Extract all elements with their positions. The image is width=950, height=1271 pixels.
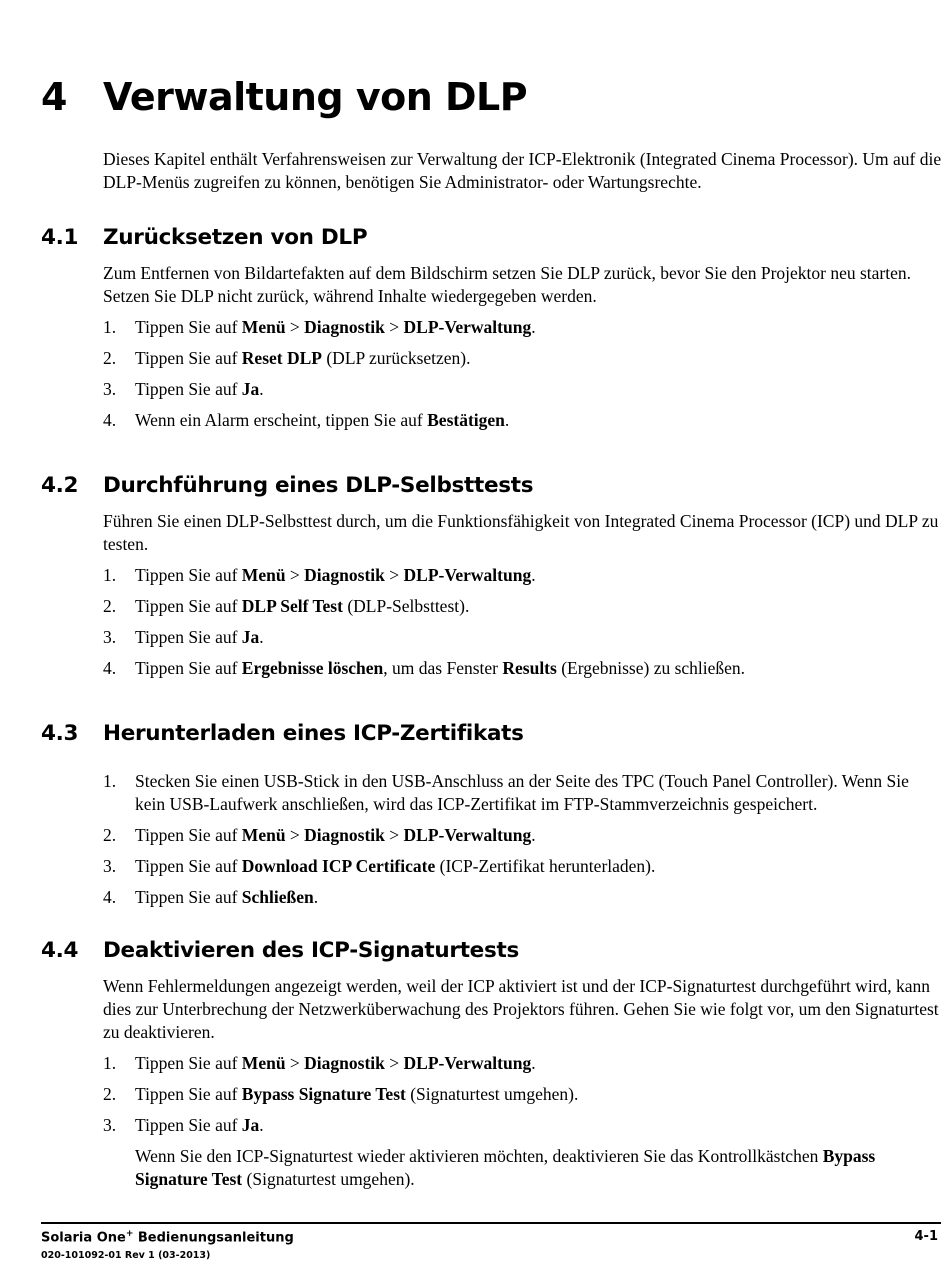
section-4-2 bbox=[41, 470, 941, 688]
text-run: . bbox=[531, 1053, 536, 1073]
bold-text: Diagnostik bbox=[304, 825, 385, 845]
text-run: . bbox=[531, 825, 536, 845]
text-run: Tippen Sie auf bbox=[135, 379, 242, 399]
list-item bbox=[103, 770, 941, 816]
section-paragraph: Führen Sie einen DLP-Selbsttest durch, um die Funktionsfähigkeit von Integrated Cinema Processor (ICP) und DLP zu testen. bbox=[103, 511, 939, 554]
step-number: 3. bbox=[103, 1115, 117, 1135]
page-number: 4-1 bbox=[914, 1229, 938, 1244]
text-run: Tippen Sie auf bbox=[135, 856, 242, 876]
step-number: 3. bbox=[103, 627, 117, 647]
text-run: Tippen Sie auf bbox=[135, 825, 242, 845]
text-run: (Signaturtest umgehen). bbox=[242, 1169, 415, 1189]
bold-text: Diagnostik bbox=[304, 317, 385, 337]
bold-text: DLP-Verwaltung bbox=[403, 1053, 532, 1073]
step-number: 3. bbox=[103, 379, 117, 399]
step-text bbox=[135, 1083, 941, 1106]
bold-text: Results bbox=[502, 658, 557, 678]
step-number: 1. bbox=[103, 317, 117, 337]
text-run: > bbox=[384, 565, 404, 585]
section-title: Herunterladen eines ICP-Zertifikats bbox=[103, 721, 524, 746]
bold-text: Bypass Signature Test bbox=[135, 1146, 876, 1189]
text-run: . bbox=[531, 565, 536, 585]
bold-text: Bestätigen bbox=[427, 410, 505, 430]
section-number: 4.2 bbox=[41, 473, 79, 498]
text-run: > bbox=[285, 1053, 305, 1073]
list-item bbox=[103, 564, 941, 587]
text-run: Wenn ein Alarm erscheint, tippen Sie auf bbox=[135, 410, 428, 430]
section-4-1 bbox=[41, 222, 941, 440]
text-run: . bbox=[259, 627, 264, 647]
chapter-heading bbox=[41, 72, 527, 122]
text-run: Tippen Sie auf bbox=[135, 658, 242, 678]
section-4-3 bbox=[41, 718, 941, 917]
list-item bbox=[103, 824, 941, 847]
step-text bbox=[135, 1052, 941, 1075]
step-text bbox=[135, 886, 941, 909]
bold-text: Menü bbox=[241, 565, 286, 585]
section-title: Zurücksetzen von DLP bbox=[103, 225, 368, 250]
bold-text: Menü bbox=[241, 825, 286, 845]
list-item bbox=[103, 378, 941, 401]
section-heading bbox=[41, 222, 941, 262]
bold-text: Ja bbox=[241, 1115, 260, 1135]
step-text bbox=[135, 1114, 941, 1137]
list-item bbox=[103, 855, 941, 878]
step-text bbox=[135, 378, 941, 401]
list-item bbox=[103, 657, 941, 680]
footer-divider bbox=[41, 1222, 941, 1224]
text-run: Stecken Sie einen USB-Stick in den USB-Anschluss an der Seite des TPC (Touch Panel Controller). Wenn Sie kein USB-Laufwerk anschließen, wird das ICP-Zertifikat im FTP-Stammverzeichnis gespeichert. bbox=[135, 771, 909, 814]
bold-text: DLP-Verwaltung bbox=[403, 565, 532, 585]
list-item bbox=[103, 626, 941, 649]
text-run: Wenn Sie den ICP-Signaturtest wieder aktivieren möchten, deaktivieren Sie das Kontrollkästchen bbox=[135, 1146, 823, 1166]
text-run: . bbox=[259, 379, 264, 399]
step-number: 2. bbox=[103, 348, 117, 368]
step-list bbox=[41, 316, 941, 432]
footer-manual: Bedienungsanleitung bbox=[133, 1230, 294, 1246]
step-text bbox=[135, 347, 941, 370]
step-number: 2. bbox=[103, 596, 117, 616]
step-number: 4. bbox=[103, 887, 117, 907]
list-item bbox=[103, 595, 941, 618]
text-run: (ICP-Zertifikat herunterladen). bbox=[435, 856, 656, 876]
step-text bbox=[135, 409, 941, 432]
step-text bbox=[135, 626, 941, 649]
step-text bbox=[135, 824, 941, 847]
document-number: 020-101092-01 Rev 1 (03-2013) bbox=[41, 1250, 211, 1261]
step-text bbox=[135, 316, 941, 339]
text-run: . bbox=[531, 317, 536, 337]
step-number: 2. bbox=[103, 1084, 117, 1104]
list-item bbox=[103, 347, 941, 370]
step-list bbox=[41, 1052, 941, 1137]
text-run: Tippen Sie auf bbox=[135, 887, 242, 907]
bold-text: Bypass Signature Test bbox=[241, 1084, 406, 1104]
footer-title bbox=[41, 1229, 294, 1245]
list-item bbox=[103, 1114, 941, 1137]
text-run: Tippen Sie auf bbox=[135, 317, 242, 337]
step-list bbox=[41, 770, 941, 909]
text-run: > bbox=[384, 825, 404, 845]
section-number: 4.1 bbox=[41, 225, 79, 250]
section-number: 4.4 bbox=[41, 938, 79, 963]
text-run: (Ergebnisse) zu schließen. bbox=[556, 658, 746, 678]
text-run: Tippen Sie auf bbox=[135, 596, 242, 616]
chapter-title: Verwaltung von DLP bbox=[103, 75, 528, 119]
text-run: Tippen Sie auf bbox=[135, 565, 242, 585]
text-run: Tippen Sie auf bbox=[135, 1084, 242, 1104]
text-run: > bbox=[285, 565, 305, 585]
bold-text: Diagnostik bbox=[304, 565, 385, 585]
section-number: 4.3 bbox=[41, 721, 79, 746]
text-run: Tippen Sie auf bbox=[135, 348, 242, 368]
section-title: Durchführung eines DLP-Selbsttests bbox=[103, 473, 534, 498]
section-heading bbox=[41, 470, 941, 510]
text-run: > bbox=[285, 317, 305, 337]
section-heading bbox=[41, 718, 941, 758]
bold-text: Menü bbox=[241, 317, 286, 337]
text-run: . bbox=[259, 1115, 264, 1135]
section-paragraph: Zum Entfernen von Bildartefakten auf dem Bildschirm setzen Sie DLP zurück, bevor Sie den Projektor neu starten. Setzen Sie DLP nicht zurück, während Inhalte wiedergegeben werden. bbox=[103, 263, 912, 306]
step-number: 1. bbox=[103, 565, 117, 585]
text-run: (DLP-Selbsttest). bbox=[342, 596, 470, 616]
chapter-number: 4 bbox=[41, 75, 67, 119]
bold-text: DLP-Verwaltung bbox=[403, 317, 532, 337]
bold-text: Ja bbox=[241, 627, 260, 647]
bold-text: Reset DLP bbox=[241, 348, 322, 368]
text-run: > bbox=[285, 825, 305, 845]
list-item bbox=[103, 316, 941, 339]
text-run: (DLP zurücksetzen). bbox=[321, 348, 471, 368]
text-run: . bbox=[504, 410, 510, 430]
step-number: 4. bbox=[103, 658, 117, 678]
text-run: (Signaturtest umgehen). bbox=[405, 1084, 579, 1104]
text-run: Tippen Sie auf bbox=[135, 627, 242, 647]
bold-text: Ergebnisse löschen bbox=[241, 658, 384, 678]
footer-product-sup: + bbox=[125, 1229, 134, 1239]
step-number: 3. bbox=[103, 856, 117, 876]
section-title: Deaktivieren des ICP-Signaturtests bbox=[103, 938, 519, 963]
step-note bbox=[135, 1145, 941, 1191]
text-run: . bbox=[313, 887, 319, 907]
text-run: > bbox=[384, 317, 404, 337]
chapter-intro: Dieses Kapitel enthält Verfahrensweisen zur Verwaltung der ICP-Elektronik (Integrated Cinema Processor). Um auf die DLP-Menüs zugreifen zu können, benötigen Sie Administrator- oder Wartungsrechte. bbox=[103, 149, 942, 192]
step-list bbox=[41, 564, 941, 680]
bold-text: Menü bbox=[241, 1053, 286, 1073]
footer-product: Solaria One bbox=[41, 1230, 126, 1246]
step-text bbox=[135, 855, 941, 878]
list-item bbox=[103, 409, 941, 432]
step-number: 1. bbox=[103, 1053, 117, 1073]
step-text bbox=[135, 564, 941, 587]
step-text bbox=[135, 657, 941, 680]
step-text bbox=[135, 770, 941, 816]
text-run: > bbox=[384, 1053, 404, 1073]
step-text bbox=[135, 595, 941, 618]
bold-text: Ja bbox=[241, 379, 260, 399]
section-heading bbox=[41, 935, 941, 975]
bold-text: Diagnostik bbox=[304, 1053, 385, 1073]
bold-text: Schließen bbox=[241, 887, 314, 907]
text-run: Tippen Sie auf bbox=[135, 1053, 242, 1073]
section-paragraph: Wenn Fehlermeldungen angezeigt werden, weil der ICP aktiviert ist und der ICP-Signaturtest durchgeführt wird, kann dies zur Unterbrechung der Netzwerküberwachung des Projektors führen. Gehen Sie wie folgt vor, um den Signaturtest zu deaktivieren. bbox=[103, 976, 939, 1042]
text-run: , um das Fenster bbox=[383, 658, 503, 678]
bold-text: DLP-Verwaltung bbox=[403, 825, 532, 845]
step-number: 4. bbox=[103, 410, 117, 430]
step-number: 1. bbox=[103, 771, 117, 791]
step-number: 2. bbox=[103, 825, 117, 845]
list-item bbox=[103, 1083, 941, 1106]
list-item bbox=[103, 886, 941, 909]
bold-text: DLP Self Test bbox=[241, 596, 343, 616]
list-item bbox=[103, 1052, 941, 1075]
bold-text: Download ICP Certificate bbox=[241, 856, 436, 876]
text-run: Tippen Sie auf bbox=[135, 1115, 242, 1135]
section-4-4 bbox=[41, 935, 941, 1191]
